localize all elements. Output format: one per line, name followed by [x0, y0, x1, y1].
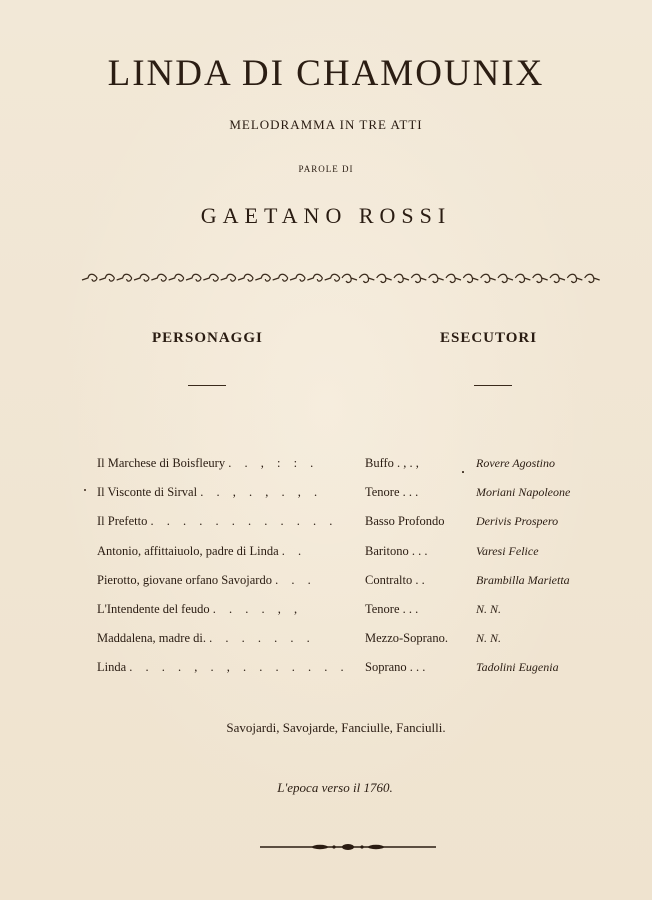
- role-name: L'Intendente del feudo: [97, 601, 210, 616]
- paper-speck: [84, 489, 86, 491]
- ornament-scroll: [533, 274, 548, 282]
- role-cell: [97, 544, 306, 559]
- role-cell: [97, 514, 337, 529]
- ornament-scroll: [567, 274, 582, 282]
- role-name: Il Marchese di Boisfleury: [97, 456, 226, 470]
- ornament-scroll: [481, 274, 496, 282]
- leader-dots: . . , : : .: [228, 456, 319, 470]
- epoch-line: L'epoca verso il 1760.: [277, 780, 393, 795]
- cast-row: [0, 573, 652, 602]
- ornament-scroll: [325, 274, 340, 281]
- ornament-scroll: [151, 274, 166, 281]
- opera-subtitle: MELODRAMMA IN TRE ATTI: [229, 117, 423, 132]
- ornament-scroll: [307, 274, 322, 281]
- leader-dots: . . .: [275, 572, 316, 587]
- ornament-scroll: [429, 274, 444, 282]
- paper-speck: [462, 471, 464, 473]
- ornament-scroll: [394, 274, 409, 282]
- ornament-scroll: [238, 274, 253, 281]
- voice-type: Basso Profondo: [365, 514, 445, 529]
- role-cell: [97, 602, 302, 617]
- ornament-scroll: [186, 274, 201, 281]
- voice-type: Contralto . .: [365, 572, 425, 587]
- ornament-scroll: [411, 274, 426, 282]
- ornament-scroll: [290, 274, 305, 281]
- ornament-scroll: [342, 274, 357, 282]
- voice-type: Buffo . , . ,: [365, 456, 419, 470]
- role-name: Il Visconte di Sirval: [97, 485, 198, 500]
- leader-dots: . .: [281, 543, 307, 558]
- cast-row: [0, 485, 652, 514]
- performer-name: N. N.: [476, 631, 502, 646]
- cast-row: [0, 602, 652, 631]
- ornament-scroll: [446, 274, 461, 282]
- bottom-ornament-rule: [260, 842, 436, 852]
- ornament-scroll: [377, 274, 392, 282]
- ornament-scroll: [585, 274, 600, 282]
- ornament-scroll: [134, 274, 149, 281]
- leader-dots: . . . . , . , . . . . . . .: [129, 660, 349, 675]
- decorative-ornament-rule: [80, 272, 600, 286]
- role-cell: [97, 660, 349, 675]
- performer-name: Rovere Agostino: [476, 456, 555, 470]
- ornament-scroll: [550, 274, 565, 282]
- performer-name: Moriani Napoleone: [476, 485, 571, 500]
- voice-type: Tenore . . .: [365, 485, 419, 500]
- personaggi-heading: PERSONAGGI: [152, 330, 263, 346]
- role-name: Il Prefetto: [97, 514, 148, 529]
- ornament-scroll: [99, 274, 114, 281]
- leader-dots: . . , . , . , .: [200, 485, 323, 500]
- esecutori-rule: [474, 385, 512, 386]
- librettist-name: GAETANO ROSSI: [200, 203, 452, 228]
- ornament-scroll: [498, 274, 513, 282]
- opera-title: LINDA DI CHAMOUNIX: [107, 53, 545, 94]
- role-name: Maddalena, madre di.: [97, 631, 206, 646]
- leader-dots: . . . . . . . . . . . .: [150, 514, 338, 529]
- role-cell: [97, 631, 315, 646]
- ornament-scroll: [169, 274, 184, 281]
- cast-row: [0, 456, 652, 485]
- role-name: Antonio, affittaiuolo, padre di Linda: [97, 543, 279, 558]
- cast-row: [0, 544, 652, 573]
- performer-name: Brambilla Marietta: [476, 572, 570, 587]
- ornament-scroll: [273, 274, 288, 281]
- ornament-scroll: [463, 274, 478, 282]
- voice-type: Tenore . . .: [365, 601, 419, 616]
- voice-type: Mezzo-Soprano.: [365, 631, 448, 646]
- chorus-line: Savojardi, Savojarde, Fanciulle, Fanciulli.: [226, 720, 446, 735]
- cast-row: [0, 631, 652, 660]
- performer-name: Derivis Prospero: [476, 514, 559, 529]
- performer-name: N. N.: [476, 601, 502, 616]
- cast-list: [0, 456, 652, 690]
- cast-row: [0, 660, 652, 689]
- ornament-scroll: [515, 274, 530, 282]
- ornament-scroll: [82, 274, 97, 281]
- leader-dots: . . . . , ,: [212, 601, 303, 616]
- leader-dots: . . . . . . .: [209, 631, 315, 646]
- cast-row: [0, 514, 652, 543]
- role-cell: [97, 456, 318, 471]
- role-name: Linda: [97, 660, 127, 675]
- ornament-scroll: [221, 274, 236, 281]
- ornament-scroll: [359, 274, 374, 282]
- ornament-scroll: [255, 274, 270, 281]
- voice-type: Soprano . . .: [365, 660, 426, 675]
- role-name: Pierotto, giovane orfano Savojardo: [97, 572, 272, 587]
- personaggi-rule: [188, 385, 226, 386]
- role-cell: [97, 573, 316, 588]
- performer-name: Tadolini Eugenia: [476, 660, 559, 675]
- role-cell: [97, 485, 322, 500]
- parole-di-label: PAROLE DI: [298, 164, 354, 174]
- ornament-scroll: [117, 274, 132, 281]
- performer-name: Varesi Felice: [476, 543, 539, 558]
- voice-type: Baritono . . .: [365, 543, 428, 558]
- ornament-scroll: [203, 274, 218, 281]
- esecutori-heading: ESECUTORI: [440, 330, 538, 346]
